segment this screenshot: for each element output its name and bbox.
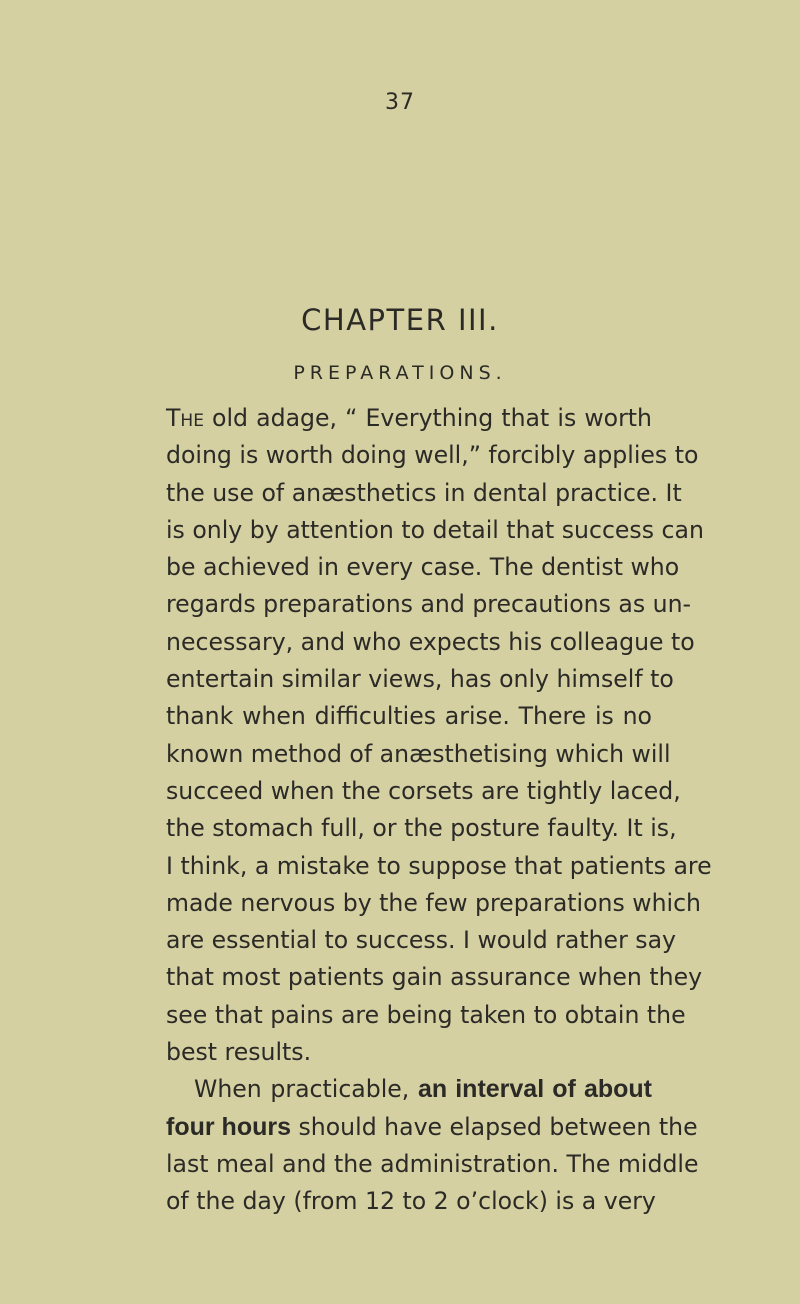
emphasis-text: an interval of about	[417, 1075, 652, 1104]
paragraph-2	[166, 1071, 699, 1220]
body-text	[166, 400, 712, 1221]
page-number: 37	[385, 90, 415, 115]
text-line: are essential to success. I would rather say	[166, 926, 676, 955]
text-line: doing is worth doing well,” forcibly applies to	[166, 441, 699, 470]
text-line: thank when difficulties arise. There is no	[166, 702, 652, 731]
emphasis-text: four hours	[166, 1112, 291, 1141]
text-line: be achieved in every case. The dentist who	[166, 553, 680, 582]
text-line: is only by attention to detail that success can	[166, 515, 704, 544]
drop-word: The	[166, 404, 204, 432]
text-line: best results.	[166, 1038, 312, 1067]
text-line: the use of anæsthetics in dental practice. It	[166, 478, 682, 507]
text-line: of the day (from 12 to 2 o’clock) is a very	[166, 1187, 656, 1216]
text-line: known method of anæsthetising which will	[166, 739, 671, 768]
text-line: necessary, and who expects his colleague to	[166, 627, 695, 656]
chapter-heading: CHAPTER III.	[301, 303, 499, 337]
paragraph-1	[166, 400, 712, 1071]
text-line: When practicable, an interval of about	[194, 1075, 652, 1104]
text-line: regards preparations and precautions as un-	[166, 590, 692, 619]
section-title: PREPARATIONS.	[293, 362, 507, 384]
text-line: the stomach full, or the posture faulty. It is,	[166, 814, 677, 843]
text-line: see that pains are being taken to obtain the	[166, 1000, 686, 1029]
text-line: that most patients gain assurance when they	[166, 963, 703, 992]
text-line: The old adage, “ Everything that is worth	[166, 404, 652, 432]
text-line: last meal and the administration. The middle	[166, 1149, 699, 1178]
text-line: succeed when the corsets are tightly laced,	[166, 776, 681, 805]
text-line: four hours should have elapsed between the	[166, 1112, 698, 1141]
text-line: made nervous by the few preparations which	[166, 888, 702, 917]
text-line: entertain similar views, has only himself to	[166, 665, 674, 694]
text-line: I think, a mistake to suppose that patients are	[166, 851, 712, 880]
